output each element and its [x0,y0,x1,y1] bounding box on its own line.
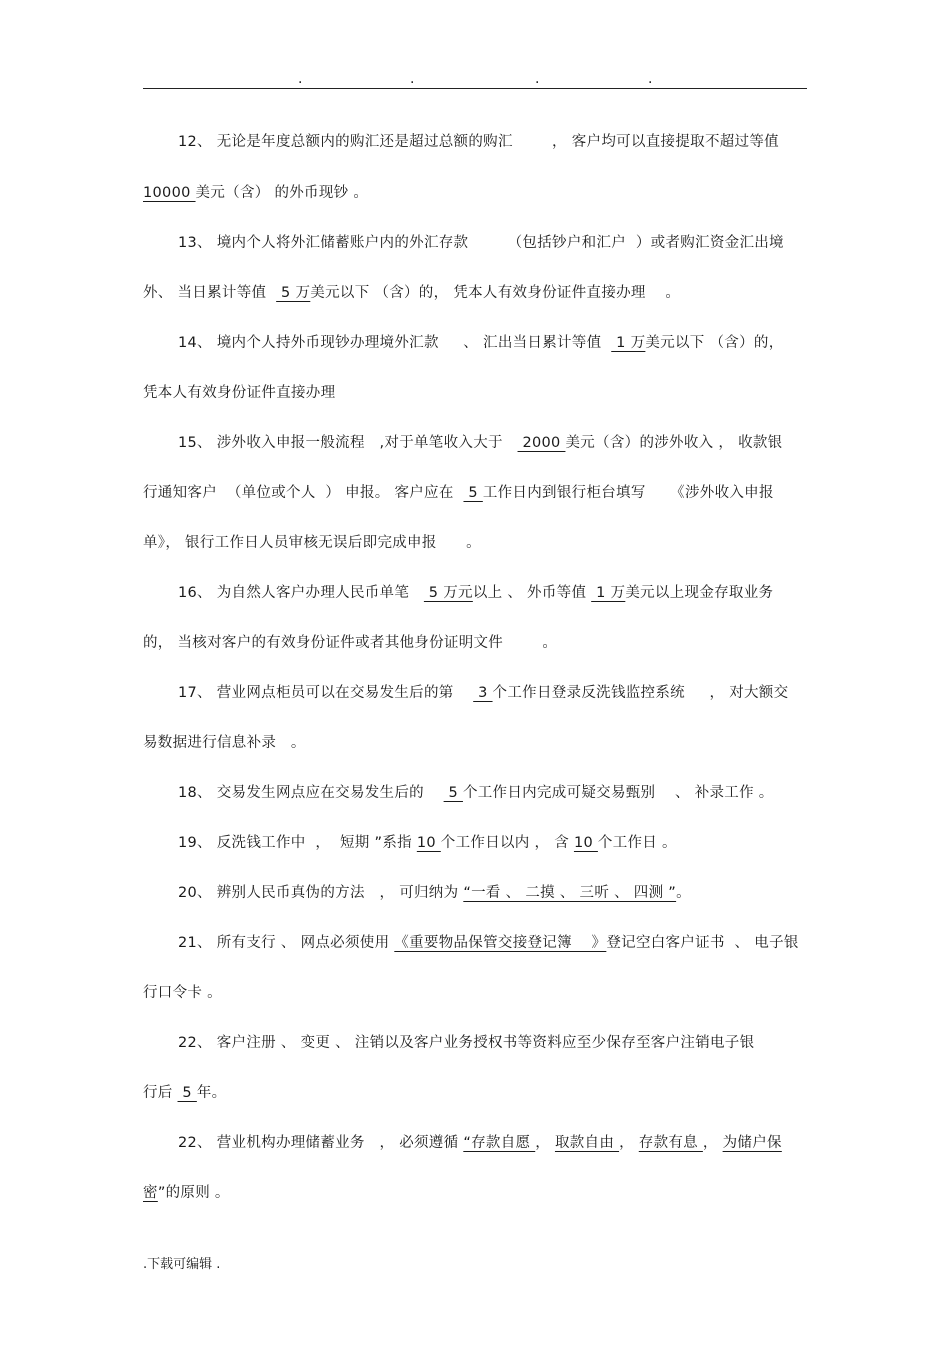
filled-blank: 2000 [517,435,566,451]
header-dot: . [298,71,303,87]
text-line [178,1134,782,1152]
text-segment: 个工作日 。 [597,835,677,851]
text-segment: 18、 交易发生网点应在交易发生后的 [178,785,444,801]
text-line [143,534,481,552]
text-line [143,734,306,752]
text-segment: ， [535,1135,555,1151]
filled-blank: 10000 [143,185,196,201]
text-segment: 12、 无论是年度总额内的购汇还是超过总额的购汇 ， 客户均可以直接提取不超过等值 [178,134,779,150]
filled-blank: 密 [143,1185,158,1201]
text-line [178,934,799,952]
text-line [178,884,691,902]
text-segment: 登记空白客户证书 、 电子银 [606,935,799,951]
text-segment: 行口令卡 。 [143,985,222,1001]
text-line [178,234,784,252]
header-dot: . [535,71,540,87]
text-segment: 22、 营业机构办理储蓄业务 ， 必须遵循 [178,1135,464,1151]
text-segment: ， [702,1135,723,1151]
filled-blank: 3 [473,685,493,701]
filled-blank: “一看 、 二摸 、 三听 、 四测 ” [463,885,677,901]
text-segment: 19、 反洗钱工作中 ， 短期 ”系指 [178,835,417,851]
header-rule [143,88,807,89]
header-dot: . [648,71,653,87]
text-line [178,784,774,802]
header-dot: . [410,71,415,87]
text-segment: 美元以上现金存取业务 [625,585,774,601]
text-segment: 美元以下 （含）的， 凭本人有效身份证件直接办理 。 [310,285,681,301]
page-header-dots [0,72,950,86]
text-segment: 行通知客户 （单位或个人 ） 申报。 客户应在 [143,485,464,501]
filled-blank: 5 [177,1085,197,1101]
text-segment: 美元以下 （含）的， [645,335,784,351]
text-segment: 年。 [196,1085,227,1101]
text-segment: 凭本人有效身份证件直接办理 [143,385,336,401]
text-line [178,1034,754,1052]
text-segment: 15、 涉外收入申报一般流程 ,对于单笔收入大于 [178,435,518,451]
text-line [143,1084,226,1102]
text-line [143,634,557,652]
text-line [143,384,335,402]
text-segment: 外、 当日累计等值 [143,285,277,301]
text-segment: 20、 辨别人民币真伪的方法 ， 可归纳为 [178,885,464,901]
filled-blank: 1 万 [591,585,626,601]
footer-note: .下载可编辑 . [143,1257,221,1272]
text-segment: 的， 当核对客户的有效身份证件或者其他身份证明文件 。 [143,635,558,651]
text-line [143,984,222,1002]
text-line [143,1184,230,1202]
text-segment: 工作日内到银行柜台填写 《涉外收入申报 [482,485,774,501]
text-line [178,434,782,452]
text-segment: 16、 为自然人客户办理人民币单笔 [178,585,424,601]
text-segment: 个工作日以内 ， 含 [440,835,574,851]
filled-blank: 为储户保 [722,1135,782,1151]
text-segment: 以上 、 外币等值 [472,585,592,601]
filled-blank: 《重要物品保管交接登记簿 》 [394,935,607,951]
text-segment: 13、 境内个人将外汇储蓄账户内的外汇存款 （包括钞户和汇户 ）或者购汇资金汇出境 [178,235,784,251]
text-segment: 易数据进行信息补录 。 [143,735,306,751]
text-segment: ”的原则 。 [157,1185,230,1201]
text-line [178,334,784,352]
filled-blank: 10 [573,835,598,851]
text-segment: 14、 境内个人持外币现钞办理境外汇款 、 汇出当日累计等值 [178,335,612,351]
text-segment: 21、 所有支行 、 网点必须使用 [178,935,395,951]
filled-blank: 5 [443,785,463,801]
text-segment: 。 [676,885,691,901]
text-segment: 17、 营业网点柜员可以在交易发生后的第 [178,685,474,701]
filled-blank: 5 万 [276,285,311,301]
filled-blank: 10 [416,835,441,851]
filled-blank: 5 万元 [423,585,473,601]
text-segment: 22、 客户注册 、 变更 、 注销以及客户业务授权书等资料应至少保存至客户注销电子银 [178,1035,755,1051]
filled-blank: 取款自由 [554,1135,620,1151]
text-line [143,184,368,202]
text-segment: 个工作日内完成可疑交易甄别 、 补录工作 。 [462,785,774,801]
text-line [178,834,677,852]
text-segment: 单》， 银行工作日人员审核无误后即完成申报 。 [143,535,481,551]
text-line [178,133,779,151]
text-line [143,284,680,302]
text-line [143,484,774,502]
text-segment: 美元（含） 的外币现钞 。 [195,185,369,201]
text-segment: 美元（含）的涉外收入 ， 收款银 [565,435,783,451]
text-line [178,584,773,602]
text-line [178,684,788,702]
text-segment: 个工作日登录反洗钱监控系统 ， 对大额交 [492,685,789,701]
filled-blank: 1 万 [611,335,646,351]
filled-blank: 存款有息 [638,1135,703,1151]
text-segment: 行后 [143,1085,178,1101]
text-segment: ， [619,1135,639,1151]
filled-blank: 5 [463,485,483,501]
filled-blank: “存款自愿 [463,1135,536,1151]
